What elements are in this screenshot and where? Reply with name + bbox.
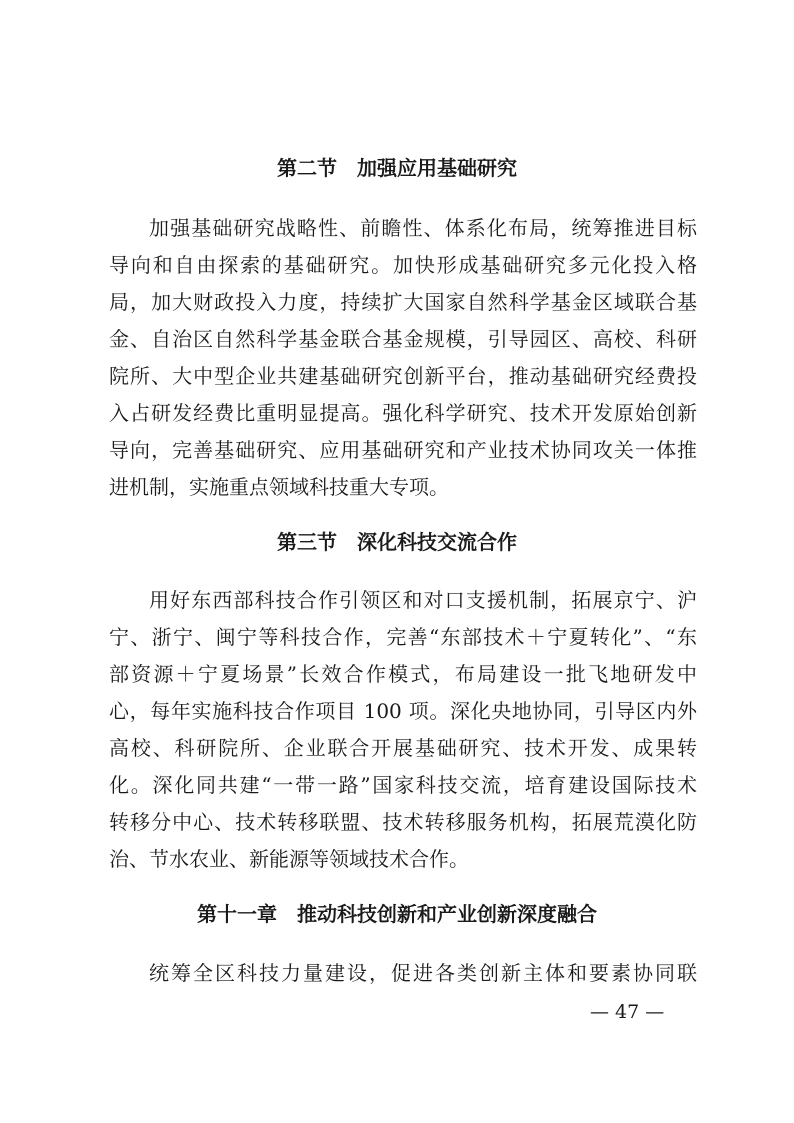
text-line: 高校、科研院所、企业联合开展基础研究、技术开发、成果转 bbox=[109, 736, 697, 760]
text-line: 统筹全区科技力量建设，促进各类创新主体和要素协同联 bbox=[149, 961, 697, 985]
paragraph bbox=[109, 955, 697, 992]
section-heading: 第二节 加强应用基础研究 bbox=[277, 156, 517, 180]
text-line: 宁、浙宁、闽宁等科技合作，完善“东部技术＋宁夏转化”、“东 bbox=[109, 625, 697, 649]
chapter-heading: 第十一章 推动科技创新和产业创新深度融合 bbox=[197, 902, 597, 926]
text-line: 化。深化同共建“一带一路”国家科技交流，培育建设国际技术 bbox=[109, 773, 697, 797]
text-line: 导向，完善基础研究、应用基础研究和产业技术协同攻关一体推 bbox=[109, 438, 697, 462]
section-heading: 第三节 深化科技交流合作 bbox=[277, 530, 517, 554]
text-line: 导向和自由探索的基础研究。加快形成基础研究多元化投入格 bbox=[109, 253, 697, 277]
text-line: 治、节水农业、新能源等领域技术合作。 bbox=[109, 847, 469, 871]
text-line: 局，加大财政投入力度，持续扩大国家自然科学基金区域联合基 bbox=[109, 290, 697, 314]
page-number: — 47 — bbox=[590, 1001, 665, 1023]
paragraph bbox=[109, 582, 697, 878]
text-line: 进机制，实施重点领域科技重大专项。 bbox=[109, 475, 449, 499]
text-line: 用好东西部科技合作引领区和对口支援机制，拓展京宁、沪 bbox=[149, 588, 697, 612]
text-line: 加强基础研究战略性、前瞻性、体系化布局，统筹推进目标 bbox=[149, 216, 697, 240]
text-line: 部资源＋宁夏场景”长效合作模式，布局建设一批飞地研发中 bbox=[109, 662, 697, 686]
paragraph bbox=[109, 210, 697, 506]
text-line: 入占研发经费比重明显提高。强化科学研究、技术开发原始创新 bbox=[109, 401, 697, 425]
text-line: 金、自治区自然科学基金联合基金规模，引导园区、高校、科研 bbox=[109, 327, 697, 351]
text-line: 转移分中心、技术转移联盟、技术转移服务机构，拓展荒漠化防 bbox=[109, 810, 697, 834]
text-line: 院所、大中型企业共建基础研究创新平台，推动基础研究经费投 bbox=[109, 364, 697, 388]
text-line: 心，每年实施科技合作项目 100 项。深化央地协同，引导区内外 bbox=[109, 699, 697, 723]
